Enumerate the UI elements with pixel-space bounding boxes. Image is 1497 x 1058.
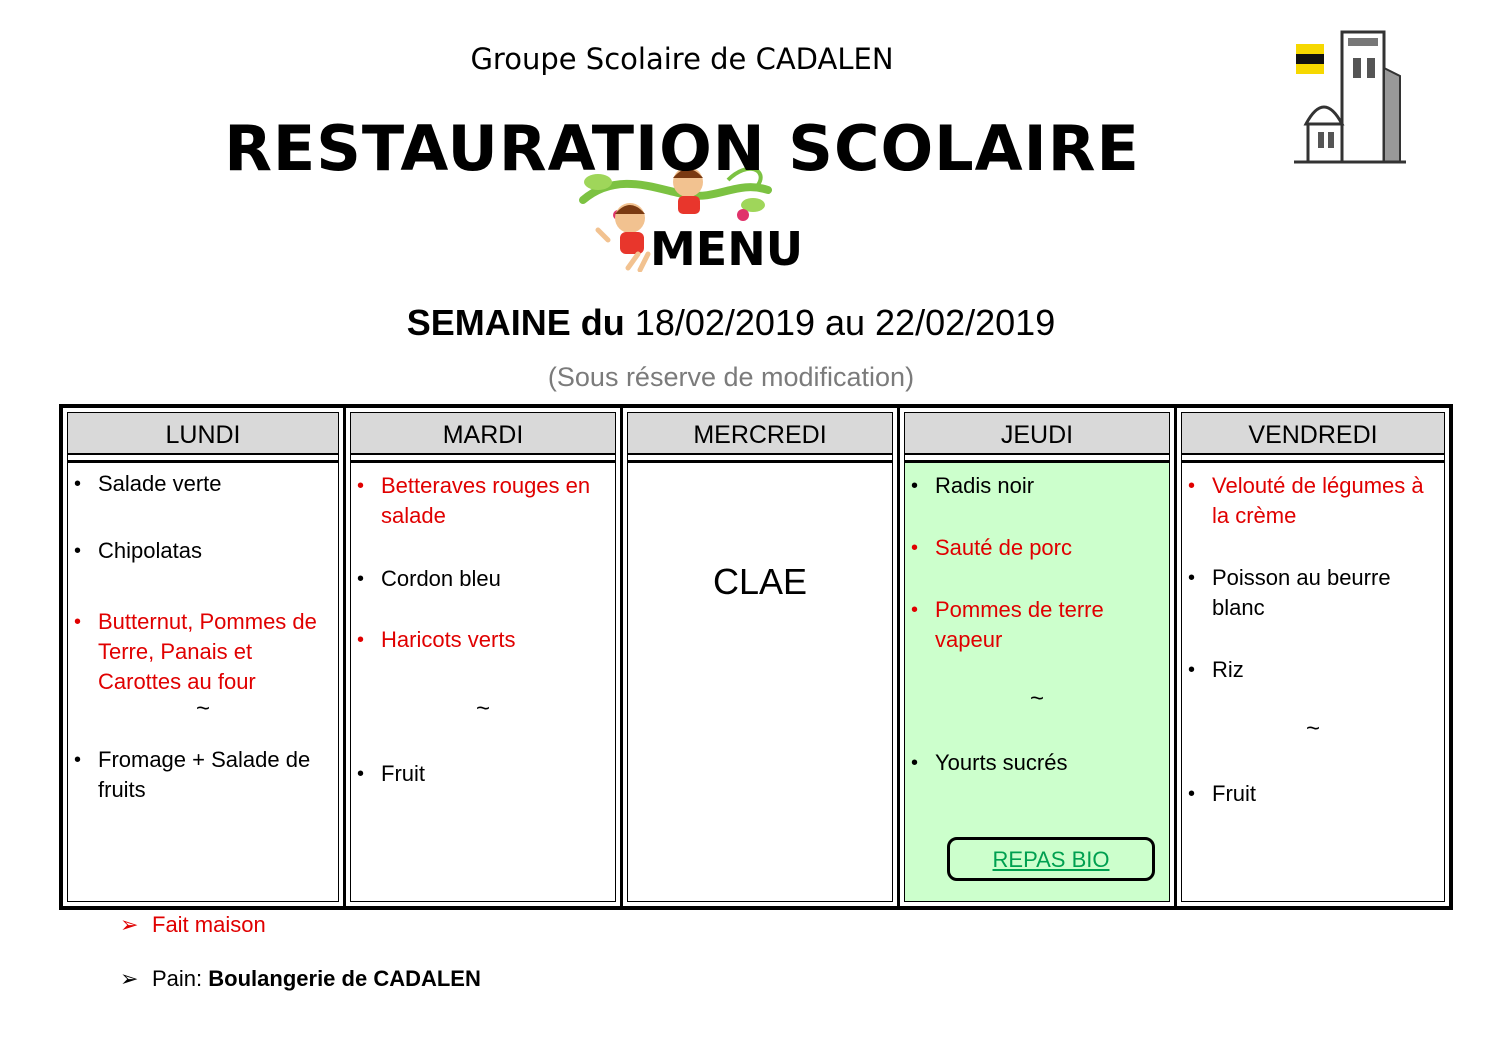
page-title: RESTAURATION SCOLAIRE: [224, 112, 1140, 185]
bread-prefix: Pain:: [152, 966, 203, 991]
menu-item: • Poisson au beurre blanc: [1212, 563, 1436, 623]
week-dates: 18/02/2019 au 22/02/2019: [634, 302, 1056, 343]
weekly-menu-table: [59, 404, 1453, 910]
day-header: LUNDI: [68, 413, 338, 455]
menu-item: • Yourts sucrés: [935, 748, 1161, 778]
day-column-lundi: [63, 408, 343, 906]
bread-note: [120, 966, 481, 992]
day-column-mercredi: [620, 408, 897, 906]
day-body: [351, 460, 615, 901]
day-body-bio: [905, 460, 1169, 901]
day-header: MARDI: [351, 413, 615, 455]
week-range: [0, 302, 1462, 344]
menu-item: • Salade verte: [98, 469, 330, 499]
menu-item-homemade: • Betteraves rouges en salade: [381, 471, 607, 531]
day-column-jeudi: [897, 408, 1174, 906]
day-header: VENDREDI: [1182, 413, 1444, 455]
legend-homemade-label: Fait maison: [152, 912, 266, 937]
menu-item: • Fruit: [1212, 779, 1436, 809]
menu-item: • Cordon bleu: [381, 564, 607, 594]
menu-item-homemade: • Pommes de terre vapeur: [935, 595, 1161, 655]
menu-subtitle: MENU: [650, 222, 804, 276]
menu-item: • Chipolatas: [98, 536, 330, 566]
day-header: MERCREDI: [628, 413, 892, 455]
menu-item-homemade: • Butternut, Pommes de Terre, Panais et Carottes au four: [98, 607, 330, 697]
arrow-icon: ➢: [120, 966, 139, 991]
day-body: [628, 460, 892, 901]
menu-item: • Riz: [1212, 655, 1436, 685]
day-body: [68, 460, 338, 901]
arrow-icon: ➢: [120, 912, 139, 937]
day-header: JEUDI: [905, 413, 1169, 455]
menu-item-homemade: • Haricots verts: [381, 625, 607, 655]
school-name: Groupe Scolaire de CADALEN: [470, 42, 894, 76]
repas-bio-link[interactable]: REPAS BIO: [947, 837, 1155, 881]
cadalen-flag-icon: [1296, 44, 1324, 74]
menu-item-homemade: • Sauté de porc: [935, 533, 1161, 563]
menu-item-homemade: • Velouté de légumes à la crème: [1212, 471, 1436, 531]
menu-item: • Fruit: [381, 759, 607, 789]
course-separator: ~: [1305, 715, 1320, 742]
day-body: [1182, 460, 1444, 901]
course-separator: ~: [475, 695, 490, 722]
bread-source: Boulangerie de CADALEN: [208, 966, 481, 991]
course-separator: ~: [195, 695, 210, 722]
menu-item: • Fromage + Salade de fruits: [98, 745, 330, 805]
reserve-note: (Sous réserve de modification): [547, 362, 915, 392]
day-column-vendredi: [1174, 408, 1449, 906]
clae-note: CLAE: [712, 561, 808, 602]
course-separator: ~: [1029, 685, 1044, 712]
menu-item: • Radis noir: [935, 471, 1161, 501]
legend-homemade: [120, 912, 266, 938]
week-label: SEMAINE du: [406, 302, 625, 343]
day-column-mardi: [343, 408, 620, 906]
